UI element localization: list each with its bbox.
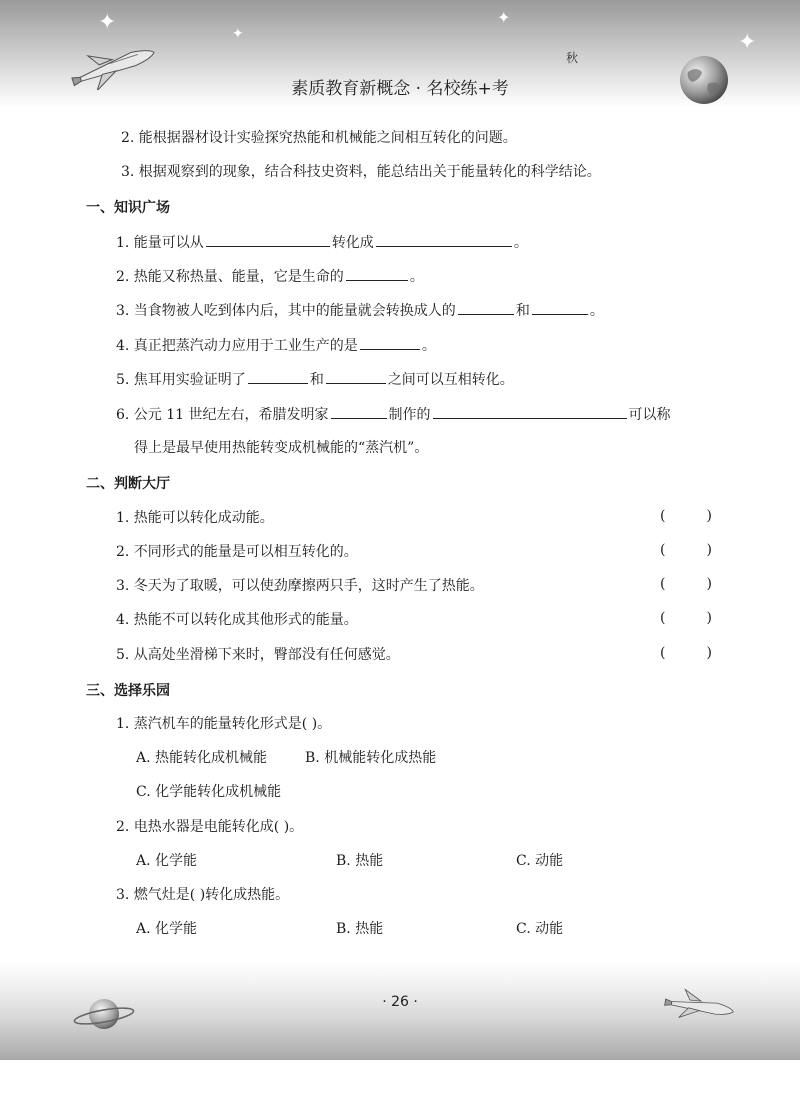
choice-question-1: 1. 蒸汽机车的能量转化形式是( )。 bbox=[116, 716, 332, 732]
intro-line-3: 3. 根据观察到的现象，结合科技史资料，能总结出关于能量转化的科学结论。 bbox=[121, 164, 601, 180]
choice-option[interactable]: C. 化学能转化成机械能 bbox=[136, 784, 282, 800]
answer-blank[interactable] bbox=[346, 266, 408, 281]
question-fill-5: 5. 焦耳用实验证明了 和 之间可以互相转化。 bbox=[116, 369, 514, 390]
question-fill-6-continued: 得上是最早使用热能转变成机械能的“蒸汽机”。 bbox=[134, 440, 429, 456]
question-fill-6: 6. 公元 11 世纪左右，希腊发明家 制作的 可以称 bbox=[116, 404, 671, 425]
answer-blank[interactable] bbox=[206, 232, 330, 247]
answer-parentheses[interactable]: ( ) bbox=[660, 542, 712, 558]
star-icon: ✦ bbox=[232, 26, 244, 42]
choice-option[interactable]: A. 热能转化成机械能 bbox=[136, 750, 268, 766]
page-number: · 26 · bbox=[382, 994, 418, 1010]
star-icon: ✦ bbox=[98, 10, 117, 35]
answer-parentheses[interactable]: ( ) bbox=[660, 610, 712, 626]
question-fill-2: 2. 热能又称热量、能量，它是生命的 。 bbox=[116, 266, 424, 287]
star-icon: ✦ bbox=[497, 8, 511, 27]
choice-option[interactable]: C. 动能 bbox=[516, 921, 564, 937]
choice-option[interactable]: B. 机械能转化成热能 bbox=[305, 750, 437, 766]
question-fill-1: 1. 能量可以从 转化成 。 bbox=[116, 232, 528, 253]
judgement-item-1: 1. 热能可以转化成动能。 bbox=[116, 510, 274, 526]
answer-blank[interactable] bbox=[326, 369, 386, 384]
star-icon: ✦ bbox=[26, 120, 35, 131]
answer-parentheses[interactable]: ( ) bbox=[660, 508, 712, 524]
judgement-item-2: 2. 不同形式的能量是可以相互转化的。 bbox=[116, 544, 358, 560]
planet-icon bbox=[72, 992, 136, 1036]
section-heading-knowledge: 一、知识广场 bbox=[86, 200, 170, 216]
season-label: 秋 bbox=[566, 51, 579, 65]
section-heading-judgement: 二、判断大厅 bbox=[86, 476, 170, 492]
answer-blank[interactable] bbox=[331, 404, 387, 419]
choice-option[interactable]: A. 化学能 bbox=[136, 853, 198, 869]
answer-parentheses[interactable]: ( ) bbox=[660, 576, 712, 592]
choice-option[interactable]: C. 动能 bbox=[516, 853, 564, 869]
answer-blank[interactable] bbox=[376, 232, 512, 247]
choice-option[interactable]: A. 化学能 bbox=[136, 921, 198, 937]
choice-option[interactable]: B. 热能 bbox=[336, 921, 384, 937]
section-heading-choice: 三、选择乐园 bbox=[86, 683, 170, 699]
answer-blank[interactable] bbox=[532, 300, 588, 315]
star-icon: ✦ bbox=[738, 30, 757, 55]
header-title: 素质教育新概念 · 名校练+考 bbox=[291, 79, 509, 99]
choice-option[interactable]: B. 热能 bbox=[336, 853, 384, 869]
answer-parentheses[interactable]: ( ) bbox=[660, 645, 712, 661]
intro-line-2: 2. 能根据器材设计实验探究热能和机械能之间相互转化的问题。 bbox=[121, 130, 517, 146]
question-fill-4: 4. 真正把蒸汽动力应用于工业生产的是 。 bbox=[116, 335, 436, 356]
choice-question-3: 3. 燃气灶是( )转化成热能。 bbox=[116, 887, 290, 903]
answer-blank[interactable] bbox=[360, 335, 420, 350]
answer-blank[interactable] bbox=[458, 300, 514, 315]
answer-blank[interactable] bbox=[248, 369, 308, 384]
question-fill-3: 3. 当食物被人吃到体内后，其中的能量就会转换成人的 和 。 bbox=[116, 300, 604, 321]
judgement-item-5: 5. 从高处坐滑梯下来时，臀部没有任何感觉。 bbox=[116, 647, 400, 663]
choice-question-2: 2. 电热水器是电能转化成( )。 bbox=[116, 819, 304, 835]
answer-blank[interactable] bbox=[433, 404, 627, 419]
judgement-item-4: 4. 热能不可以转化成其他形式的能量。 bbox=[116, 612, 358, 628]
judgement-item-3: 3. 冬天为了取暖，可以使劲摩擦两只手，这时产生了热能。 bbox=[116, 578, 484, 594]
space-shuttle-icon bbox=[662, 986, 740, 1026]
